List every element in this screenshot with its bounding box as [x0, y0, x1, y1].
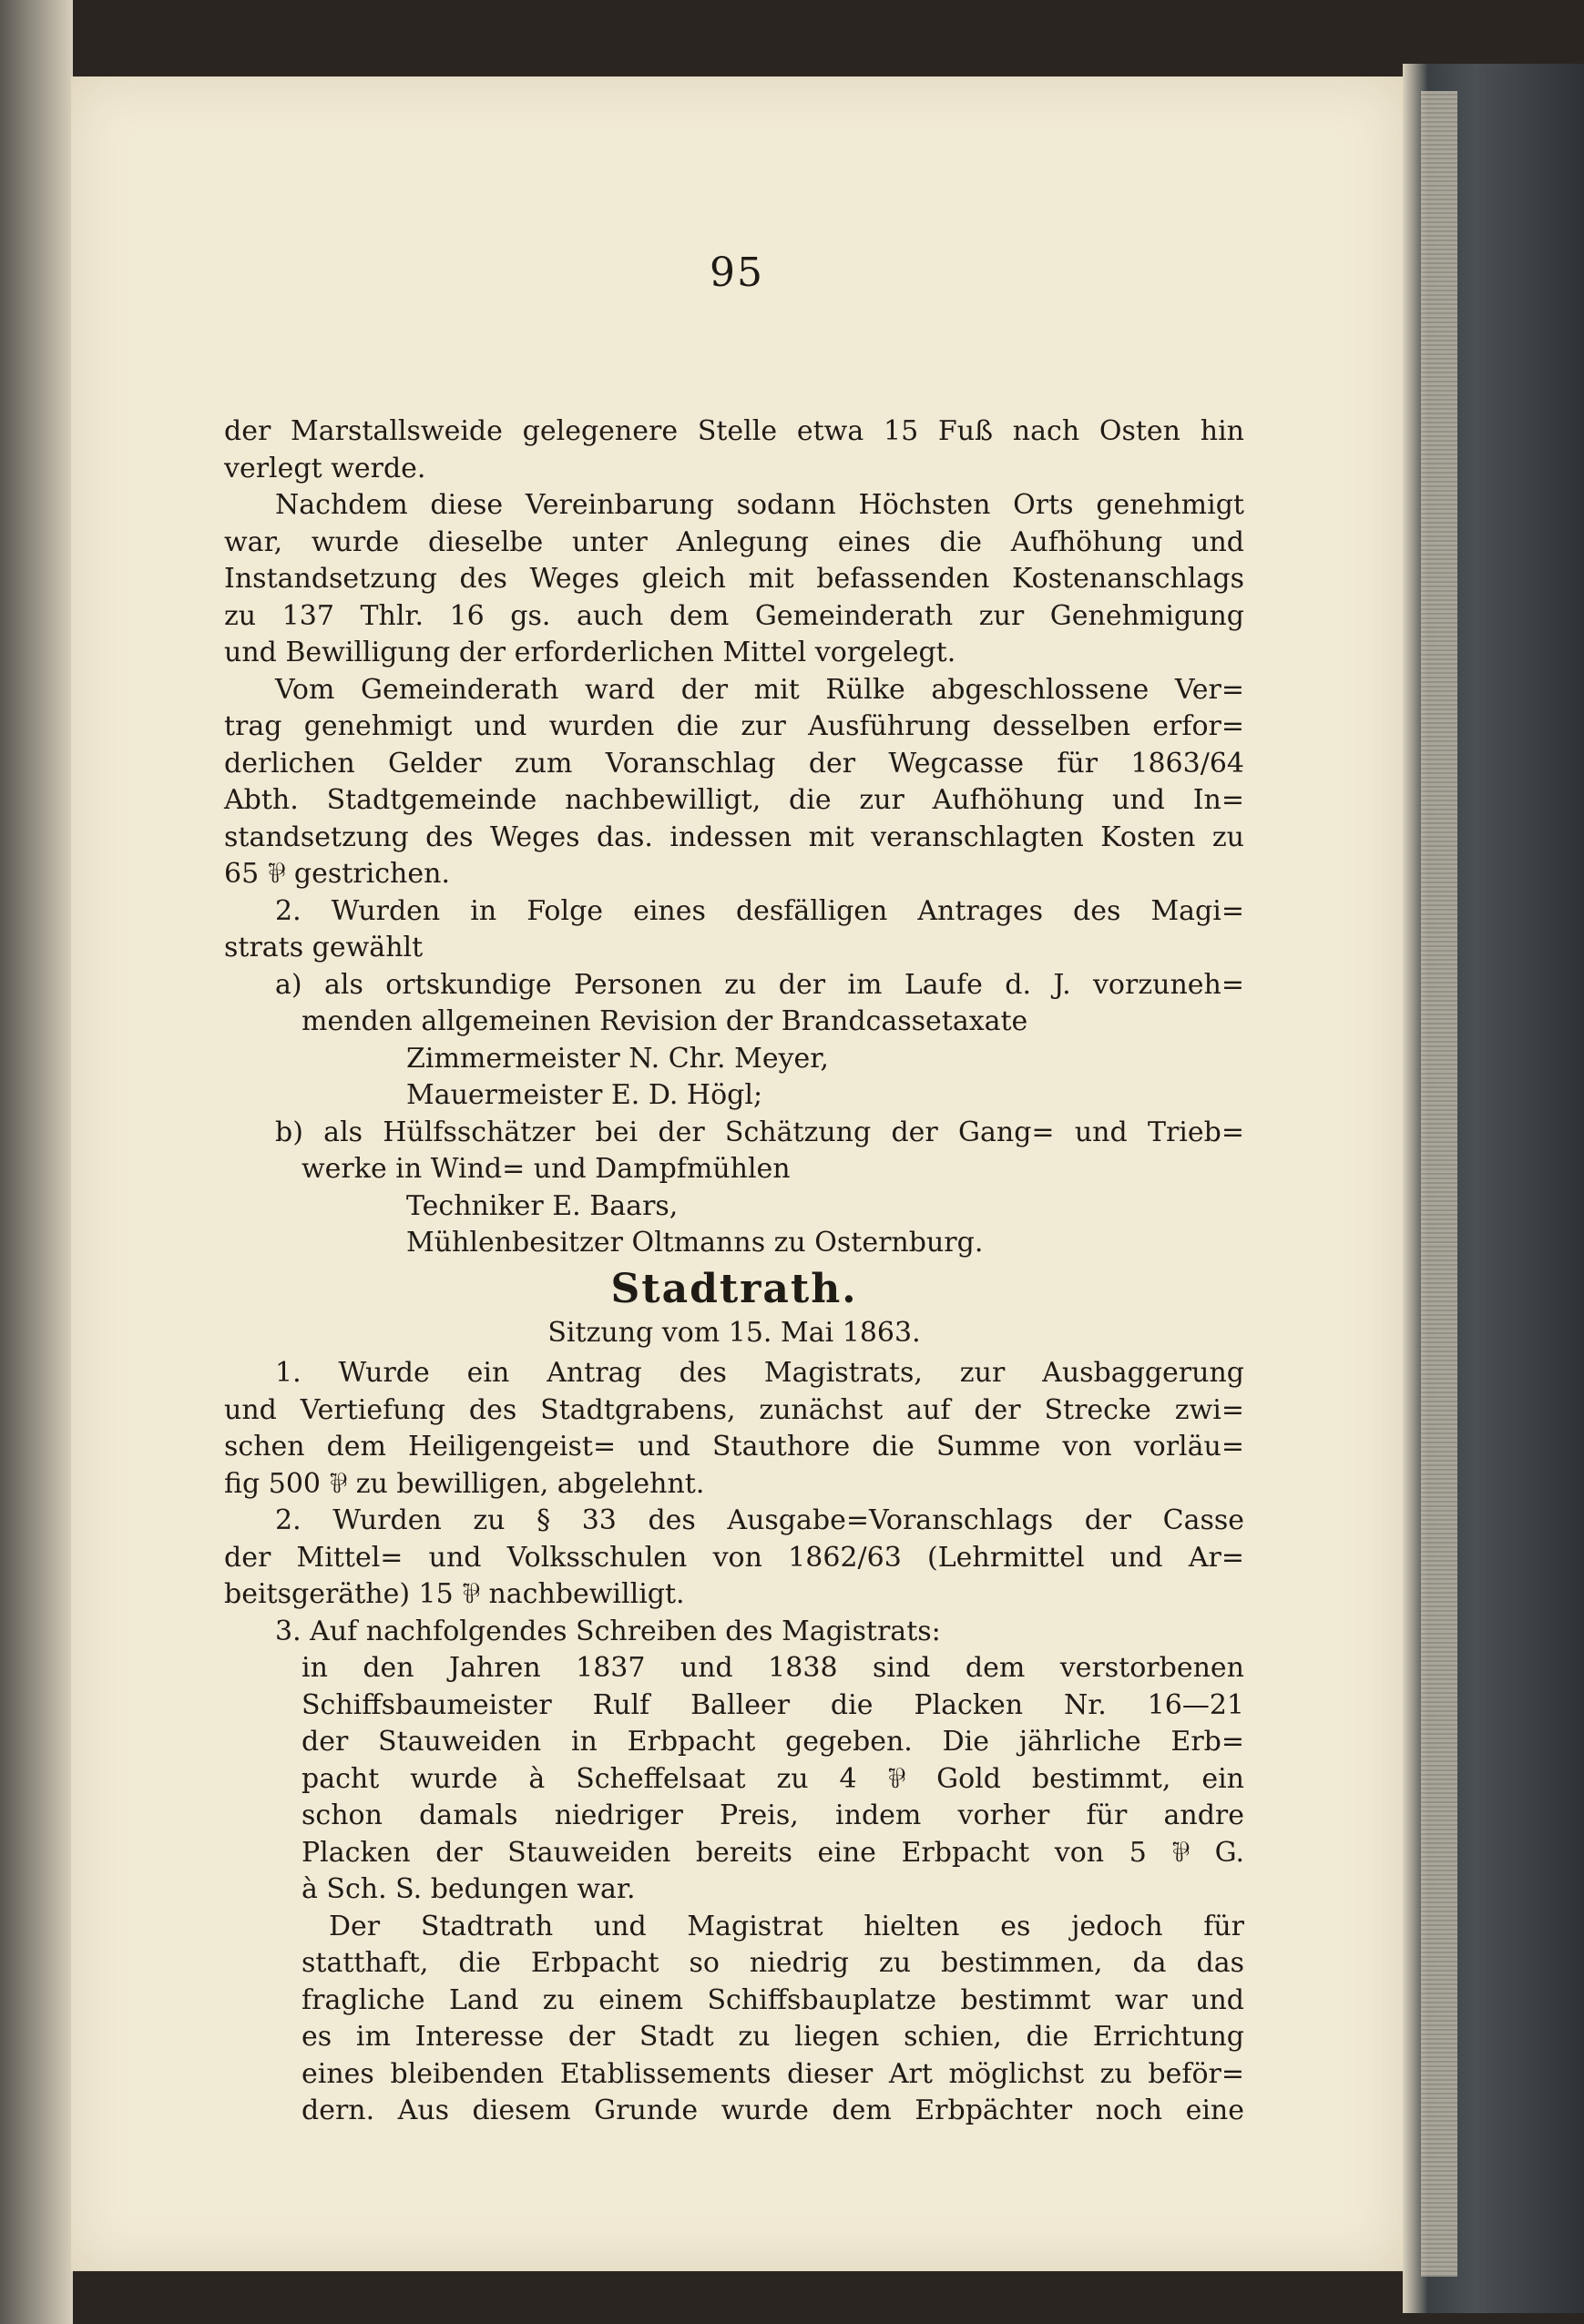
section-heading: Stadtrath.	[610, 1265, 858, 1312]
text-line: der Mittel= und Volksschulen von 1862/63 (Lehrmittel und Ar=	[224, 1541, 1244, 1574]
text-line: fig 500 ⅌ zu bewilligen, abgelehnt.	[224, 1467, 705, 1500]
text-line: Placken der Stauweiden bereits eine Erbpacht von 5 ⅌ G.	[301, 1836, 1244, 1869]
text-line: strats gewählt	[224, 932, 424, 963]
text-line: Abth. Stadtgemeinde nachbewilligt, die zur Aufhöhung und In=	[224, 784, 1244, 816]
text-line: werke in Wind= und Dampfmühlen	[301, 1153, 791, 1185]
text-line: menden allgemeinen Revision der Brandcassetaxate	[301, 1005, 1028, 1037]
text-line: à Sch. S. bedungen war.	[301, 1873, 636, 1905]
text-line: in den Jahren 1837 und 1838 sind dem verstorbenen	[301, 1652, 1244, 1684]
text-line: Vom Gemeinderath ward der mit Rülke abgeschlossene Ver=	[275, 673, 1244, 706]
text-line: der Marstallsweide gelegenere Stelle etwa 15 Fuß nach Osten hin	[224, 415, 1244, 447]
text-line: zu 137 Thlr. 16 gs. auch dem Gemeinderath zur Genehmigung	[224, 599, 1244, 632]
text-line: Schiffsbaumeister Rulf Balleer die Placken Nr. 16—21	[301, 1688, 1244, 1721]
text-line: b) als Hülfsschätzer bei der Schätzung der Gang= und Trieb=	[275, 1116, 1244, 1148]
text-line: statthaft, die Erbpacht so niedrig zu bestimmen, da das	[301, 1947, 1244, 1979]
text-line: schon damals niedriger Preis, indem vorher für andre	[301, 1799, 1244, 1831]
page-number: 95	[710, 250, 764, 296]
text-line: Mühlenbesitzer Oltmanns zu Osternburg.	[406, 1227, 984, 1259]
text-line: 2. Wurden in Folge eines desfälligen Antrages des Magi=	[275, 894, 1244, 927]
session-date: Sitzung vom 15. Mai 1863.	[547, 1316, 921, 1349]
text-line: und Bewilligung der erforderlichen Mittel vorgelegt.	[224, 637, 956, 668]
text-line: schen dem Heiligengeist= und Stauthore die Summe von vorläu=	[224, 1431, 1244, 1463]
text-line: Instandsetzung des Weges gleich mit befassenden Kostenanschlags	[224, 563, 1244, 595]
text-line: 65 ⅌ gestrichen.	[224, 858, 450, 890]
text-line: und Vertiefung des Stadtgrabens, zunächst auf der Strecke zwi=	[224, 1393, 1244, 1426]
text-line: Zimmermeister N. Chr. Meyer,	[406, 1042, 829, 1075]
text-line: der Stauweiden in Erbpacht gegeben. Die jährliche Erb=	[301, 1726, 1244, 1758]
text-line: Der Stadtrath und Magistrat hielten es jedoch für	[329, 1910, 1244, 1942]
text-line: trag genehmigt und wurden die zur Ausführung desselben erfor=	[224, 710, 1244, 742]
page-text	[224, 413, 1244, 2130]
text-line: eines bleibenden Etablissements dieser Art möglichst zu beför=	[301, 2057, 1244, 2090]
text-line: pacht wurde à Scheffelsaat zu 4 ⅌ Gold bestimmt, ein	[301, 1762, 1244, 1795]
text-line: a) als ortskundige Personen zu der im Laufe d. J. vorzuneh=	[275, 968, 1244, 1001]
text-line: Mauermeister E. D. Högl;	[406, 1079, 763, 1111]
text-line: 2. Wurden zu § 33 des Ausgabe=Voranschlags der Casse	[275, 1504, 1244, 1536]
text-line: dern. Aus diesem Grunde wurde dem Erbpächter noch eine	[301, 2095, 1244, 2126]
text-line: Nachdem diese Vereinbarung sodann Höchsten Orts genehmigt	[275, 489, 1244, 521]
text-line: 3. Auf nachfolgendes Schreiben des Magistrats:	[275, 1615, 941, 1647]
text-line: verlegt werde.	[224, 452, 426, 484]
text-line: es im Interesse der Stadt zu liegen schien, die Errichtung	[301, 2021, 1244, 2053]
text-line: standsetzung des Weges das. indessen mit veranschlagten Kosten zu	[224, 821, 1244, 853]
text-line: war, wurde dieselbe unter Anlegung eines die Aufhöhung und	[224, 525, 1244, 558]
text-line: 1. Wurde ein Antrag des Magistrats, zur Ausbaggerung	[275, 1357, 1244, 1389]
text-line: beitsgeräthe) 15 ⅌ nachbewilligt.	[224, 1578, 685, 1610]
text-line: fragliche Land zu einem Schiffsbauplatze bestimmt war und	[301, 1983, 1244, 2016]
text-line: Techniker E. Baars,	[406, 1189, 679, 1222]
page-stack-edge	[1421, 91, 1457, 2277]
previous-page-edge	[0, 0, 73, 2324]
book-page	[71, 76, 1403, 2271]
text-line: derlichen Gelder zum Voranschlag der Wegcasse für 1863/64	[224, 747, 1244, 780]
